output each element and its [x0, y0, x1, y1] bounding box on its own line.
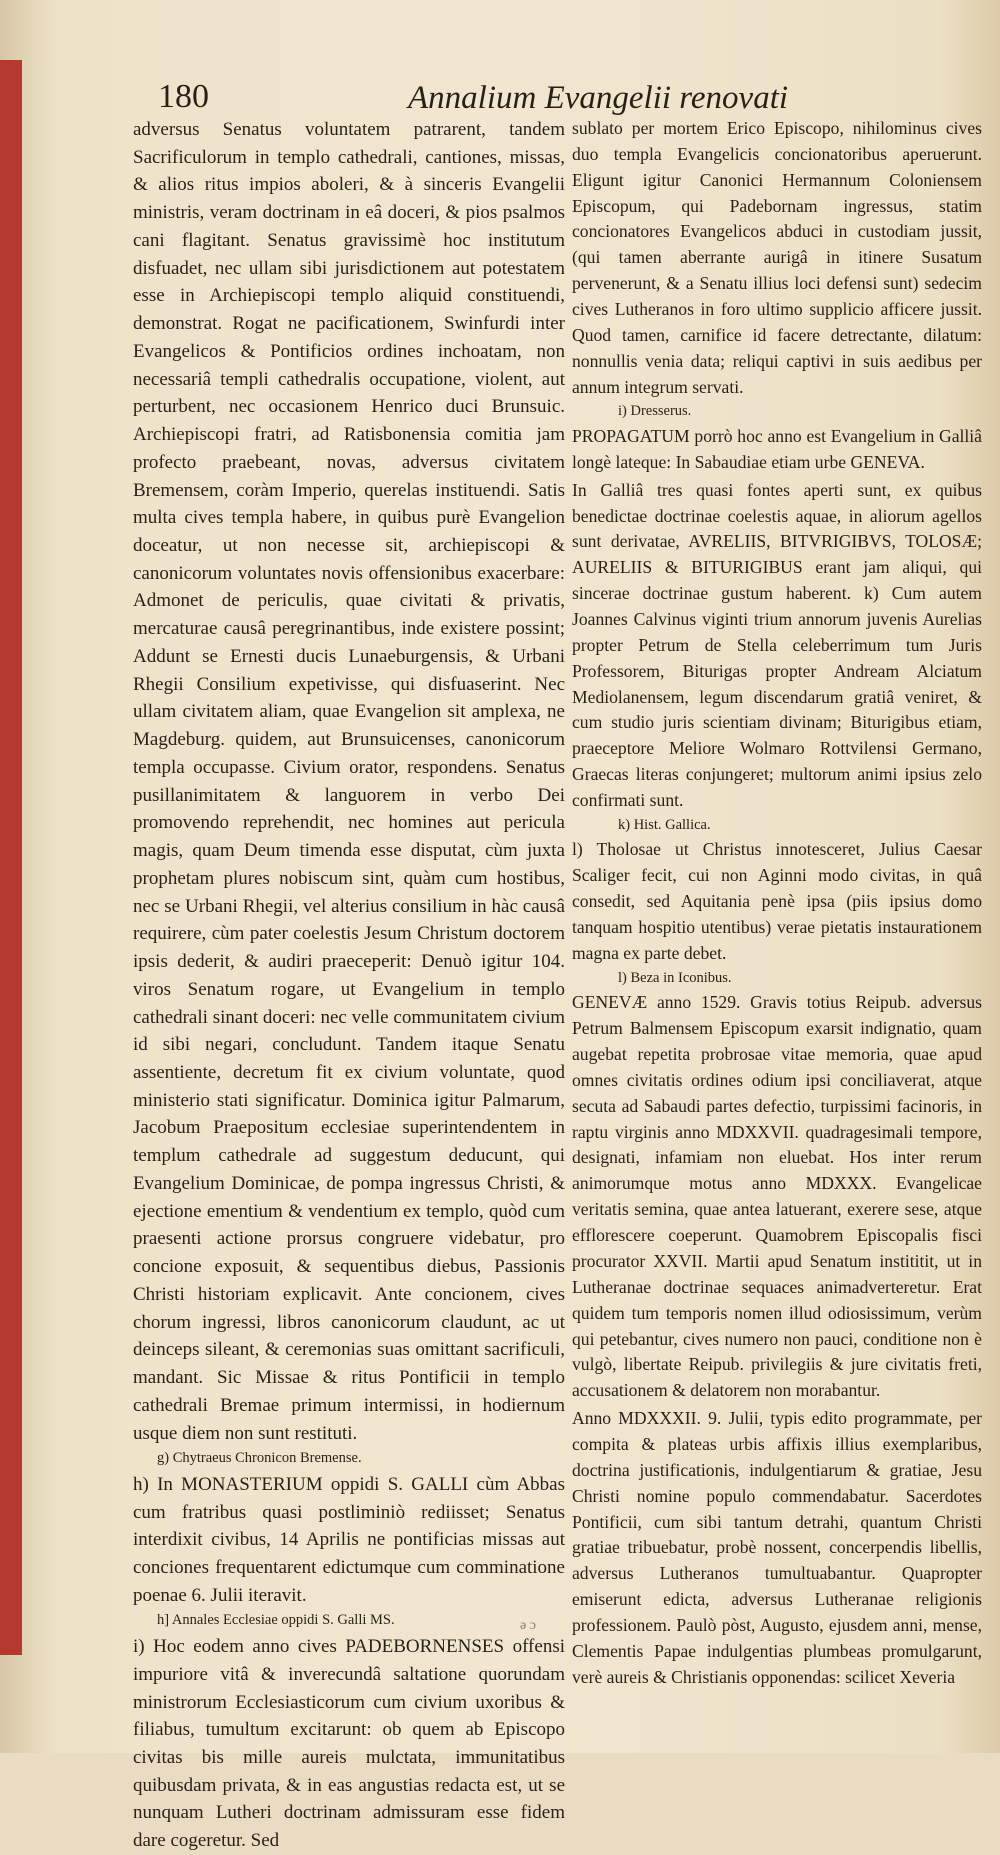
- footer-mark: ə ɔ: [520, 1618, 536, 1633]
- footnote-g: g) Chytraeus Chronicon Bremense.: [157, 1450, 362, 1467]
- right-paragraph-6: Anno MDXXXII. 9. Julii, typis edito programmate, per compita & plateas urbis affixis illius exemplaribus, doctrina justificationis, indulgentiarum & gratiae, Jesu Christi nomine populo commendabatur. Sacerdotes Pontificii, cum sibi tantum detrahi, quantum Christi gratiae tribuebatur, probè nossent, concerpendis libellis, adversus Lutheranos tumultuabantur. Quapropter emiserunt edicta, adversus Lutheranae religionis professionem. Paulò pòst, Augusto, ejusdem anni, mense, Clementis Papae indulgentias plumbeas promulgarunt, verè aureis & Christianis opponendas: scilicet Xeveria: [572, 1408, 982, 1687]
- right-paragraph-1: sublato per mortem Erico Episcopo, nihilominus cives duo templa Evangelicis concionatoribus aperuerunt. Eligunt igitur Canonici Hermannum Coloniensem Episcopum, qui Padebornam ingressus, statim concionatores Evangelicos abduci in custodiam jussit, (qui tamen aberrante aurigâ in itinere Susatum pervenerunt, & a Senatu illius loci defensi sunt) sedecim cives Lutheranos in foro ultimo supplicio afficere jussit. Quod tamen, carnifice id facere detrectante, dilatum: nonnullis venia data; reliqui captivi in suis aedibus per annum integrum servati.: [572, 118, 982, 397]
- right-paragraph-3: In Galliâ tres quasi fontes aperti sunt, ex quibus benedictae doctrinae coelestis aquae, in aliorum agellos sunt derivatae, AVRELIIS, BITVRIGIBVS, TOLOSÆ; AURELIIS & BITURIGIBUS erant jam aliqui, qui sincerae doctrinae gustum haberent. k) Cum autem Joannes Calvinus viginti trium annorum juvenis Aurelias propter Petrum de Stella celeberrimum tum Juris Professorem, Biturigas propter Andream Alciatum Mediolanensem, legum discendarum gratiâ veniret, & cum studio juris scientiam divinam; Biturigibus etiam, praeceptore Meliore Wolmaro Rottvilensi Germano, Graecas literas conjungeret; multorum animi ipsius zelo confirmati sunt.: [572, 479, 982, 811]
- footnote-l: l) Beza in Iconibus.: [618, 969, 732, 986]
- right-paragraph-4: l) Tholosae ut Christus innotesceret, Julius Caesar Scaliger fecit, cui non Aginni modo civitas, in quâ consedit, sed Aquitania penè ipsa (piis ipsius domo tanquam hospitio utentibus) verae pietatis instaurationem magna ex parte debet.: [572, 839, 982, 963]
- running-title: Annalium Evangelii renovati: [408, 80, 789, 116]
- footnote-i: i) Dresserus.: [618, 403, 692, 420]
- right-paragraph-5: GENEVÆ anno 1529. Gravis totius Reipub. adversus Petrum Balmensem Episcopum exarsit indignatio, quam augebat repetita probrosae vitae memoria, quae apud omnes civitatis ordines odium ipsi conciliaverat, atque secuta ad Sabaudi partes defectio, turpissimi facinoris, in raptu virginis anno MDXXVII. quadragesimali tempore, designati, infamiam non eluebat. Hos inter rerum animorumque motus anno MDXXX. Evangelicae veritatis semina, quae antea latuerant, exerere sese, atque efflorescere coeperunt. Quamobrem Episcopalis fisci procurator XXVII. Martii apud Senatum instititit, ut in Lutheranae doctrinae sequaces animadverteretur. Erat quidem tum temporis nomen illud odiosissimum, verùm qui petebantur, cives numero non pauci, conditione non è vulgò, libertate Reipub. privilegiis & jure civitatis freti, accusationem & delatorem non morabantur.: [572, 992, 982, 1401]
- right-paragraph-2: PROPAGATUM porrò hoc anno est Evangelium in Galliâ longè lateque: In Sabaudiae etiam urbe GENEVA.: [572, 426, 982, 472]
- footnote-h: h] Annales Ecclesiae oppidi S. Galli MS.: [157, 1612, 395, 1629]
- red-page-edge: [0, 60, 22, 1655]
- page-number: 180: [158, 78, 209, 115]
- right-column: [572, 116, 982, 1691]
- left-paragraph-h: h) In MONASTERIUM oppidi S. GALLI cùm Abbas cum fratribus quasi postliminiò rediisset; Senatus interdixit civibus, 14 Aprilis ne pontificias missas aut conciones frequentarent edictumque cum comminatione poenae 6. Julii iteravit.: [133, 1473, 565, 1606]
- left-column: [133, 116, 565, 1855]
- left-paragraph-i: i) Hoc eodem anno cives PADEBORNENSES offensi impuriore vitâ & inverecundâ saltatione quorundam ministrorum Ecclesiasticorum cum civium uxoribus & filiabus, tumultum excitarunt: ob quem ab Episcopo civitas bis mille aureis mulctata, immunitatibus quibusdam privata, & in eas angustias redacta est, ut se nunquam Lutheri doctrinam admissuram esse fidem dare cogeretur. Sed: [133, 1636, 565, 1852]
- footnote-k: k) Hist. Gallica.: [618, 816, 711, 833]
- left-paragraph-main: adversus Senatus voluntatem patrarent, tandem Sacrificulorum in templo cathedrali, cantiones, missas, & alios ritus impios aboleri, & à sinceris Evangelii ministris, veram doctrinam in eâ doceri, & pios psalmos cani flagitant. Senatus gravissimè hoc institutum disfuadet, nec ullam sibi jurisdictionem aut potestatem esse in Archiepiscopi templo aliquid constituendi, demonstrat. Rogat ne pacificationem, Swinfurdi inter Evangelicos & Pontificios ordines inchoatam, non necessariâ templi cathedralis occupatione, violent, aut perturbent, nec occasionem Henrico duci Brunsuic. Archiepiscopi fratri, ad Ratisbonensia comitia jam profecto praebeant, novas, adversus civitatem Bremensem, coràm Imperio, querelas instituendi. Satis multa cives templa habere, in quibus purè Evangelion doceatur, ut non necesse sit, archiepiscopi & canonicorum voluntates novis offensionibus exacerbare: Admonet de periculis, quae civitati & privatis, mercaturae causâ peregrinantibus, inde existere possint; Addunt se Ernesti ducis Lunaeburgensis, & Urbani Rhegii Consilium expetivisse, qui disfuaserint. Nec ullam civitatem aliam, quae Evangelion sit amplexa, ne Magdeburg. quidem, aut Brunsuicenses, canonicorum templa occupasse. Civium orator, respondens. Senatus pusillanimitatem & languorem in verbo Dei promovendo reprehendit, nec homines aut pericula magis, quam Deum timenda esse disputat, cùm juxta prophetam plures nobiscum sint, quàm cum hostibus, nec se Urbani Rhegii, vel alterius consilium in hàc causâ requirere, cùm pater coelestis Jesum Christum doctorem ipsis dederit, & audiri praeceperit: Denuò igitur 104. viros Senatum rogare, ut Evangelium in templo cathedrali sinant doceri: nec velle communitatem civium id sibi negari, concludunt. Tandem itaque Senatu assentiente, decretum fit ex civium voluntate, quod ministerio stati significatur. Dominica igitur Palmarum, Jacobum Praepositum ecclesiae superintendentem in templum cathedrale ad suggestum deducunt, qui Evangelium Dominicae, de pompa ingressus Christi, & ejectione ementium & vendentium ex templo, quòd cum praesenti actione prorsus congruere videbatur, pro concione exposuit, & sequentibus diebus, Passionis Christi historiam explicavit. Ante concionem, cives chorum ingressi, libros canonicorum claudunt, ac ut deinceps sileant, & ceremonias suas omittant sacrificuli, mandant. Sic Missae & ritus Pontificii in templo cathedrali Bremae primum intermissi, in hodiernum usque diem non sunt restituti.: [133, 119, 565, 1444]
